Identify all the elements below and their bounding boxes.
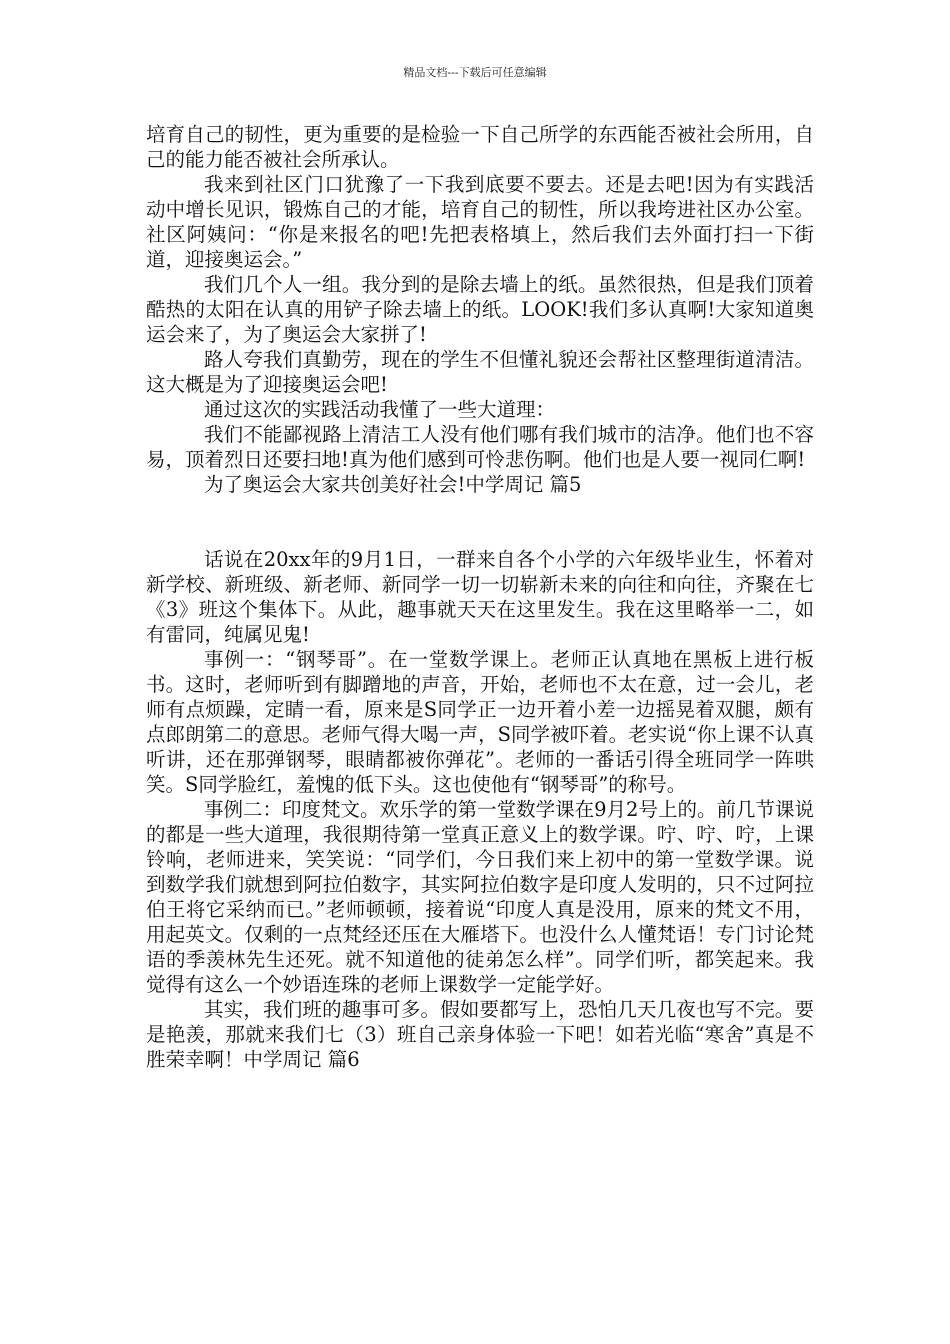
paragraph-2: 我来到社区门口犹豫了一下我到底要不要去。还是去吧!因为有实践活动中增长见识，锻炼自己的才能，培育自己的韧性，所以我垮进社区办公室。社区阿姨问：“你是来报名的吧!先把表格填上，然后我们去外面打扫一下街道，迎接奥运会。” (146, 173, 814, 271)
paragraph-8: 事例一：“钢琴哥”。在一堂数学课上。老师正认真地在黑板上进行板书。这时，老师听到有脚蹭地的声音，开始，老师也不太在意，过一会儿，老师有点烦躁，定睛一看，原来是S同学正一边开着小差一边摇晃着双腿，颇有点郎朗第二的意思。老师气得大喝一声，S同学被吓着。老实说“你上课不认真听讲，还在那弹钢琴，眼睛都被你弹花”。老师的一番话引得全班同学一阵哄笑。S同学脸红，羞愧的低下头。这也使他有“钢琴哥”的称号。 (146, 648, 814, 796)
paragraph-5: 通过这次的实践活动我懂了一些大道理： (204, 398, 556, 421)
section-gap (146, 497, 814, 547)
paragraph-6: 我们不能鄙视路上清洁工人没有他们哪有我们城市的洁净。他们也不容易，顶着烈日还要扫地!真为他们感到可怜悲伤啊。他们也是人要一视同仁啊! (146, 423, 814, 471)
paragraph-7: 话说在20xx年的9月1日，一群来自各个小学的六年级毕业生，怀着对新学校、新班级、新老师、新同学一切一切崭新未来的向往和向往，齐聚在七《3》班这个集体下。从此，趣事就天天在这里发生。我在这里略举一二，如有雷同，纯属见鬼! (146, 548, 814, 646)
paragraph-3: 我们几个人一组。我分到的是除去墙上的纸。虽然很热，但是我们顶着酷热的太阳在认真的用铲子除去墙上的纸。LOOK!我们多认真啊!大家知道奥运会来了，为了奥运会大家拼了! (146, 273, 814, 346)
paragraph-10: 其实，我们班的趣事可多。假如要都写上，恐怕几天几夜也写不完。要是艳羡，那就来我们七（3）班自己亲身体验一下吧！如若光临“寒舍”真是不胜荣幸啊！中学周记 篇6 (146, 998, 814, 1071)
paragraph-4: 路人夸我们真勤劳，现在的学生不但懂礼貌还会帮社区整理街道清洁。这大概是为了迎接奥运会吧! (146, 348, 814, 396)
page-header: 精品文档---下载后可任意编辑 (403, 66, 547, 79)
paragraph-1: 培育自己的韧性，更为重要的是检验一下自己所学的东西能否被社会所用，自己的能力能否被社会所承认。 (146, 123, 814, 171)
paragraph-9: 事例二：印度梵文。欢乐学的第一堂数学课在9月2号上的。前几节课说的都是一些大道理，我很期待第一堂真正意义上的数学课。咛、咛、咛，上课铃响，老师进来，笑笑说：“同学们，今日我们来上初中的第一堂数学课。说到数学我们就想到阿拉伯数字，其实阿拉伯数字是印度人发明的，只不过阿拉伯王将它采纳而已。”老师顿顿，接着说“印度人真是没用，原来的梵文不用，用起英文。仅剩的一点梵经还压在大雁塔下。也没什么人懂梵语！专门讨论梵语的季羡林先生还死。就不知道他的徒弟怎么样”。同学们听，都笑起来。我觉得有这么一个妙语连珠的老师上课数学一定能学好。 (146, 798, 814, 996)
section-heading-5: 为了奥运会大家共创美好社会!中学周记 篇5 (204, 473, 582, 496)
document-body (146, 122, 814, 1072)
